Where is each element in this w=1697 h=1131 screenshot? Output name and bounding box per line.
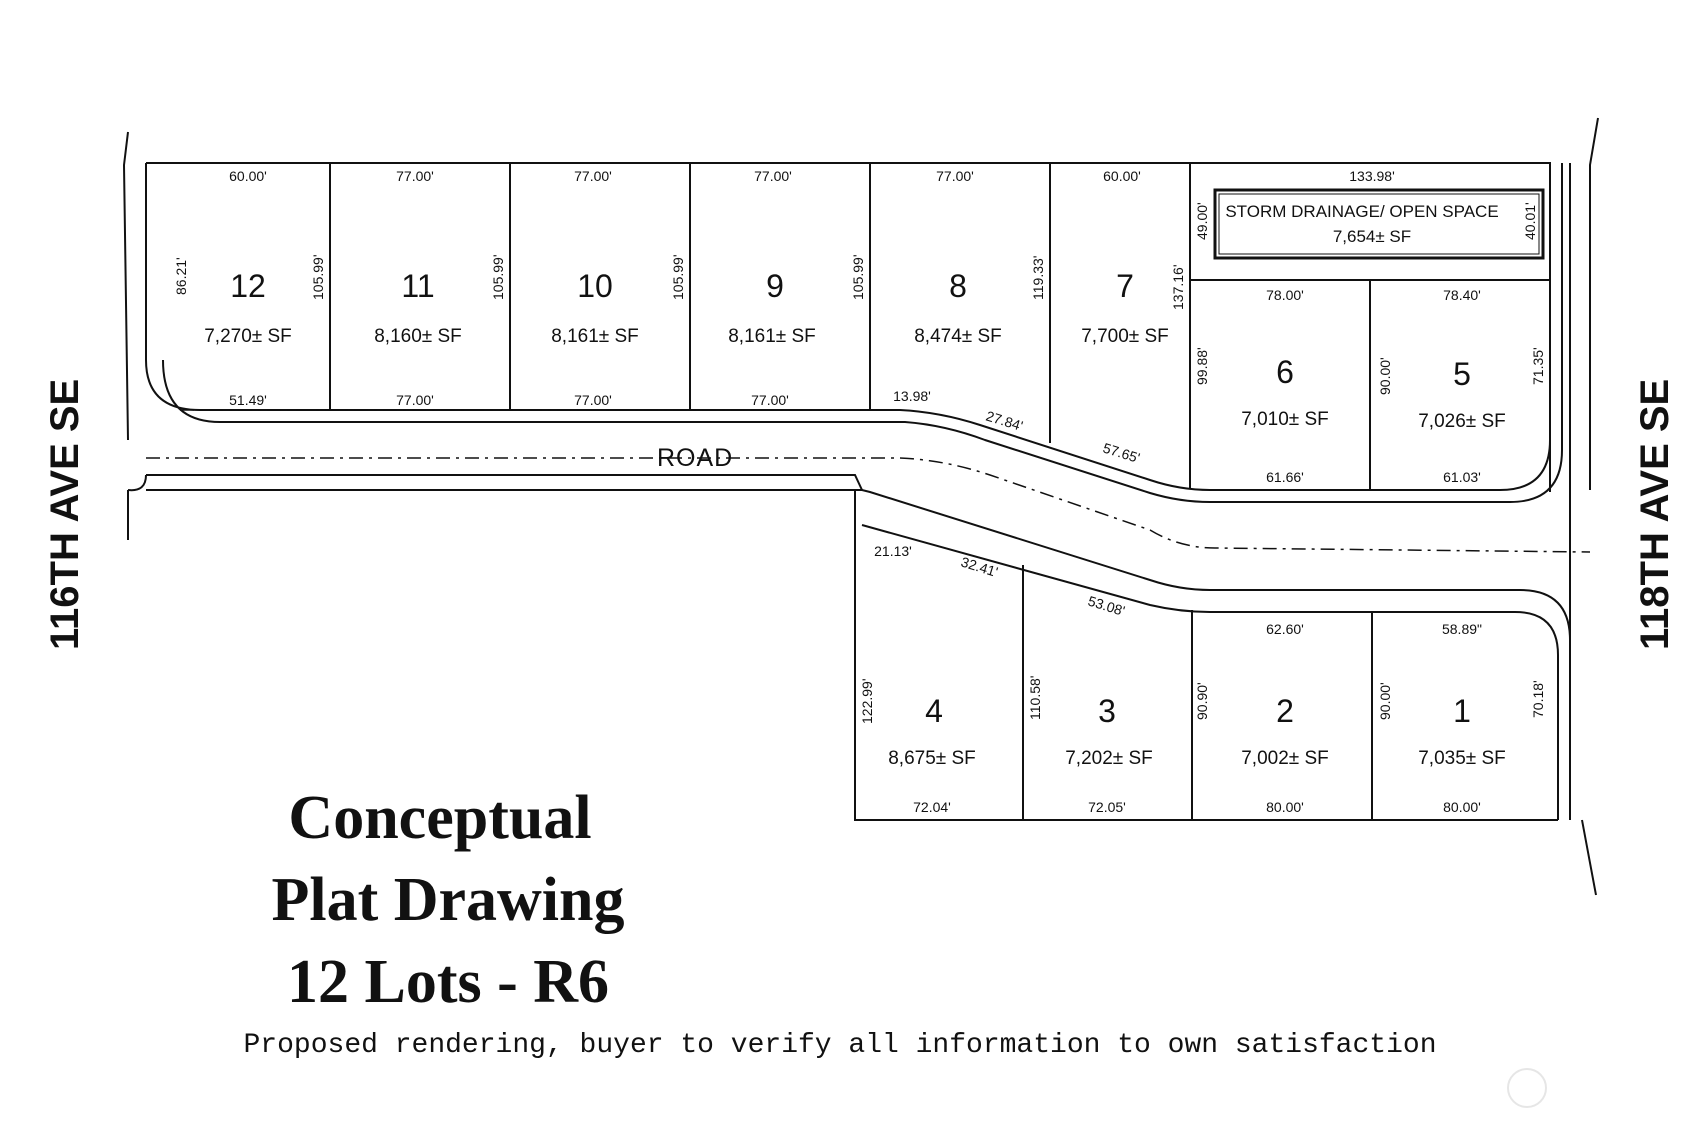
storm-area: 7,654± SF: [1332, 227, 1412, 246]
title-line-3: 12 Lots - R6: [286, 948, 610, 1016]
dim-label: 60.00': [1103, 168, 1141, 184]
dim-label: 21.13': [874, 543, 912, 559]
lot-number: 8: [949, 268, 967, 304]
lot-area: 8,161± SF: [551, 326, 639, 347]
dim-label: 122.99': [859, 678, 875, 724]
west-street-label: 116TH AVE SE: [43, 378, 87, 650]
dim-label: 90.00': [1377, 357, 1393, 395]
dim-label: 119.33': [1030, 255, 1046, 300]
dim-label: 77.00': [754, 168, 792, 184]
dim-label: 51.49': [229, 392, 267, 408]
disclaimer-text: Proposed rendering, buyer to verify all information to own satisfaction: [243, 1030, 1437, 1061]
dim-label: 110.58': [1027, 675, 1043, 720]
lot-number: 1: [1453, 693, 1471, 729]
lot-number: 11: [401, 268, 435, 304]
lot-area: 7,010± SF: [1241, 409, 1329, 430]
dim-label: 77.00': [574, 168, 612, 184]
lot-number: 2: [1276, 693, 1294, 729]
dim-label: 60.00': [229, 168, 267, 184]
watermark-icon: [1508, 1069, 1546, 1107]
dim-label: 80.00': [1266, 799, 1304, 815]
lot-number: 3: [1098, 693, 1116, 729]
dim-label: 105.99': [310, 254, 326, 300]
dim-label: 58.89": [1441, 621, 1483, 637]
dim-storm-top: 133.98': [1349, 168, 1395, 184]
title-line-2: Plat Drawing: [271, 866, 625, 934]
lot-number: 9: [766, 268, 784, 304]
dim-label: 72.04': [913, 799, 951, 815]
lot-area: 7,035± SF: [1418, 748, 1506, 769]
dim-label: 99.88': [1194, 347, 1210, 385]
east-road-edge: [1570, 118, 1598, 895]
dim-label: 77.00': [574, 392, 612, 408]
lot-number: 6: [1276, 354, 1294, 390]
lot-area: 8,160± SF: [374, 326, 462, 347]
dim-label: 90.00': [1377, 682, 1393, 720]
dim-label: 32.41': [959, 553, 1000, 580]
dim-label: 62.60': [1266, 621, 1304, 637]
dim-label: 77.00': [396, 168, 434, 184]
dim-label: 90.90': [1194, 682, 1210, 720]
dim-storm-left: 49.00': [1194, 202, 1210, 240]
dim-label: 72.05': [1088, 799, 1126, 815]
west-road-edge: [124, 132, 128, 540]
lot-area: 7,026± SF: [1418, 411, 1506, 432]
dim-label: 77.00': [751, 392, 789, 408]
dim-label: 13.98': [893, 388, 931, 404]
dim-label: 105.99': [850, 254, 866, 300]
lot-area: 8,474± SF: [914, 326, 1002, 347]
east-street-label: 118TH AVE SE: [1633, 378, 1677, 650]
dim-label: 78.40': [1443, 287, 1481, 303]
title-line-1: Conceptual: [288, 784, 592, 852]
dim-label: 61.66': [1266, 469, 1304, 485]
dim-label: 61.03': [1443, 469, 1481, 485]
lot-number: 5: [1453, 356, 1471, 392]
dim-label: 53.08': [1086, 592, 1127, 619]
dim-label: 105.99': [670, 254, 686, 300]
lot-number: 10: [577, 268, 613, 304]
dim-label: 71.35': [1530, 347, 1546, 385]
lot-area: 7,002± SF: [1241, 748, 1329, 769]
dim-label: 57.65': [1101, 439, 1142, 466]
lot-area: 8,161± SF: [728, 326, 816, 347]
lot-area: 7,270± SF: [204, 326, 292, 347]
lot-area: 7,202± SF: [1065, 748, 1153, 769]
dim-label: 78.00': [1266, 287, 1304, 303]
dim-label: 105.99': [490, 254, 506, 300]
dim-storm-right: 40.01': [1522, 202, 1538, 240]
dim-label: 77.00': [396, 392, 434, 408]
road-centerline: [146, 458, 1590, 552]
storm-label: STORM DRAINAGE/ OPEN SPACE: [1225, 202, 1499, 221]
dim-label: 77.00': [936, 168, 974, 184]
dim-label: 80.00': [1443, 799, 1481, 815]
lot-area: 8,675± SF: [888, 748, 976, 769]
lot-number: 12: [230, 268, 266, 304]
dim-label: 70.18': [1530, 680, 1546, 718]
dim-label: 86.21': [173, 257, 189, 295]
storm-drainage-box: [1215, 190, 1543, 258]
dim-label: 27.84': [984, 407, 1025, 434]
dim-label: 137.16': [1170, 264, 1186, 310]
lot-number: 7: [1116, 268, 1134, 304]
lot-number: 4: [925, 693, 943, 729]
road-label: ROAD: [657, 444, 734, 472]
lot-area: 7,700± SF: [1081, 326, 1169, 347]
road-south-curb: [146, 490, 1570, 820]
